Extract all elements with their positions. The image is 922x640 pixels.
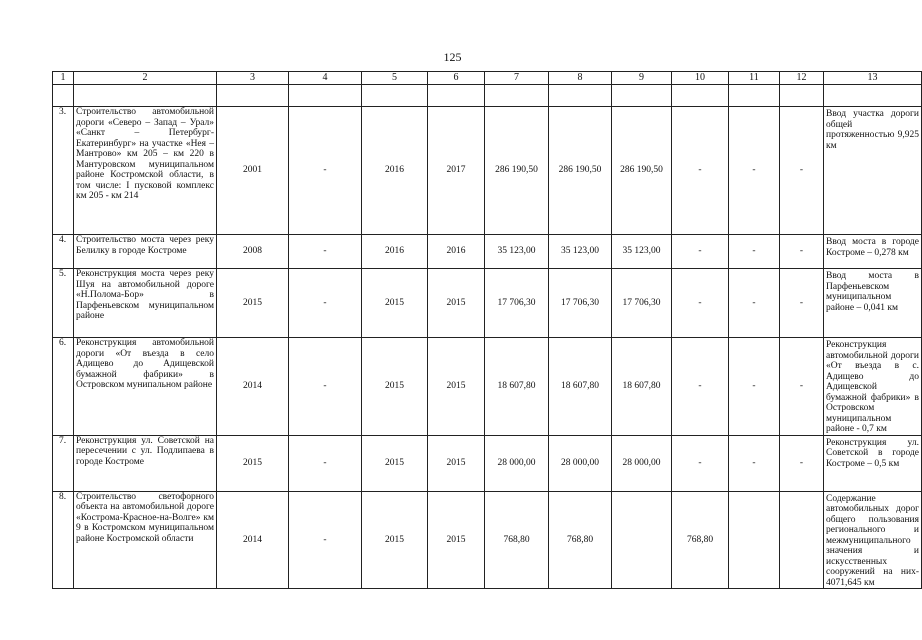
row-number: 8. (53, 491, 74, 589)
cell-c3: 2014 (217, 491, 289, 589)
cell-c12 (780, 491, 824, 589)
cell-c10: - (672, 235, 729, 269)
table-row (53, 235, 922, 269)
object-name: Строительство моста через реку Белилку в городе Костроме (74, 235, 217, 269)
result-description: Ввод моста в городе Костроме – 0,278 км (824, 235, 922, 269)
object-name: Реконструкция ул. Советской на пересечении с ул. Подлипаева в городе Костроме (74, 435, 217, 491)
result-description: Ввод участка дороги общей протяженностью 9,925 км (824, 107, 922, 235)
cell-c4: - (289, 435, 362, 491)
cell-c3: 2014 (217, 338, 289, 436)
row-number: 5. (53, 269, 74, 338)
cell-c3: 2015 (217, 435, 289, 491)
empty-cell (362, 85, 428, 107)
empty-cell (612, 85, 672, 107)
result-description: Содержание автомобильных дорог общего пользования регионального и межмуниципального значения и искусственных сооружений на них- 4071,645 км (824, 491, 922, 589)
cell-c5: 2016 (362, 107, 428, 235)
table-row (53, 491, 922, 589)
cell-c6: 2017 (428, 107, 485, 235)
cell-c8: 28 000,00 (549, 435, 612, 491)
header-cell: 1 (53, 72, 74, 85)
result-description: Ввод моста в Парфеньевском муниципальном районе – 0,041 км (824, 269, 922, 338)
row-number: 6. (53, 338, 74, 436)
cell-c10: - (672, 269, 729, 338)
cell-c11: - (729, 107, 780, 235)
cell-c3: 2008 (217, 235, 289, 269)
header-cell: 9 (612, 72, 672, 85)
cell-c4: - (289, 235, 362, 269)
cell-c11: - (729, 435, 780, 491)
cell-c9: 286 190,50 (612, 107, 672, 235)
cell-c8: 17 706,30 (549, 269, 612, 338)
cell-c7: 18 607,80 (485, 338, 549, 436)
cell-c8: 35 123,00 (549, 235, 612, 269)
cell-c6: 2015 (428, 269, 485, 338)
object-name: Строительство автомобильной дороги «Северо – Запад – Урал» «Санкт – Петербург-Екатеринбург» на участке «Нея – Мантрово» км 205 – км 220 в Мантуровском муниципальном районе Костромской области, в том числе: I пусковой комплекс км 205 - км 214 (74, 107, 217, 235)
row-number: 7. (53, 435, 74, 491)
cell-c11: - (729, 235, 780, 269)
header-cell: 12 (780, 72, 824, 85)
empty-cell (428, 85, 485, 107)
cell-c12: - (780, 235, 824, 269)
cell-c9: 17 706,30 (612, 269, 672, 338)
cell-c5: 2015 (362, 338, 428, 436)
row-number: 4. (53, 235, 74, 269)
cell-c12: - (780, 338, 824, 436)
cell-c10: - (672, 435, 729, 491)
cell-c3: 2015 (217, 269, 289, 338)
header-cell: 10 (672, 72, 729, 85)
row-number: 3. (53, 107, 74, 235)
cell-c9 (612, 491, 672, 589)
table-row (53, 435, 922, 491)
cell-c10: - (672, 338, 729, 436)
cell-c5: 2015 (362, 491, 428, 589)
object-name: Реконструкция моста через реку Шуя на автомобильной дороге «Н.Полома-Бор» в Парфеньевском муниципальном районе (74, 269, 217, 338)
cell-c6: 2015 (428, 435, 485, 491)
cell-c10: - (672, 107, 729, 235)
table-row (53, 269, 922, 338)
object-name: Строительство светофорного объекта на автомобильной дороге «Кострома-Красное-на-Волге» км 9 в Костромском муниципальном районе Костромской области (74, 491, 217, 589)
cell-c6: 2015 (428, 338, 485, 436)
header-cell: 6 (428, 72, 485, 85)
cell-c12: - (780, 269, 824, 338)
cell-c5: 2015 (362, 269, 428, 338)
cell-c3: 2001 (217, 107, 289, 235)
cell-c8: 286 190,50 (549, 107, 612, 235)
cell-c4: - (289, 269, 362, 338)
empty-cell (672, 85, 729, 107)
cell-c9: 28 000,00 (612, 435, 672, 491)
empty-cell (217, 85, 289, 107)
blank-row (53, 85, 922, 107)
cell-c9: 35 123,00 (612, 235, 672, 269)
cell-c6: 2016 (428, 235, 485, 269)
page-number: 125 (443, 50, 462, 64)
cell-c9: 18 607,80 (612, 338, 672, 436)
header-cell: 7 (485, 72, 549, 85)
empty-cell (780, 85, 824, 107)
empty-cell (289, 85, 362, 107)
header-cell: 8 (549, 72, 612, 85)
cell-c11: - (729, 338, 780, 436)
header-cell: 5 (362, 72, 428, 85)
header-row (53, 72, 922, 85)
cell-c10: 768,80 (672, 491, 729, 589)
table-row (53, 338, 922, 436)
empty-cell (53, 85, 74, 107)
cell-c5: 2016 (362, 235, 428, 269)
empty-cell (549, 85, 612, 107)
cell-c11: - (729, 269, 780, 338)
cell-c6: 2015 (428, 491, 485, 589)
empty-cell (729, 85, 780, 107)
empty-cell (74, 85, 217, 107)
empty-cell (824, 85, 922, 107)
cell-c4: - (289, 491, 362, 589)
header-cell: 3 (217, 72, 289, 85)
cell-c7: 286 190,50 (485, 107, 549, 235)
header-cell: 4 (289, 72, 362, 85)
table-row (53, 107, 922, 235)
object-name: Реконструкция автомобильной дороги «От въезда в село Адищево до Адищевской бумажной фабрики» в Островском мунипальном районе (74, 338, 217, 436)
cell-c8: 768,80 (549, 491, 612, 589)
data-table (52, 71, 922, 589)
cell-c5: 2015 (362, 435, 428, 491)
empty-cell (485, 85, 549, 107)
cell-c7: 28 000,00 (485, 435, 549, 491)
result-description: Реконструкция ул. Советской в городе Костроме – 0,5 км (824, 435, 922, 491)
cell-c12: - (780, 435, 824, 491)
header-cell: 2 (74, 72, 217, 85)
cell-c8: 18 607,80 (549, 338, 612, 436)
result-description: Реконструкция автомобильной дороги «От въезда в с. Адищево до Адищевской бумажной фабрики» в Островском муниципальном районе - 0,7 км (824, 338, 922, 436)
cell-c7: 768,80 (485, 491, 549, 589)
header-cell: 13 (824, 72, 922, 85)
cell-c4: - (289, 338, 362, 436)
header-cell: 11 (729, 72, 780, 85)
cell-c7: 17 706,30 (485, 269, 549, 338)
cell-c12: - (780, 107, 824, 235)
cell-c7: 35 123,00 (485, 235, 549, 269)
cell-c4: - (289, 107, 362, 235)
cell-c11 (729, 491, 780, 589)
